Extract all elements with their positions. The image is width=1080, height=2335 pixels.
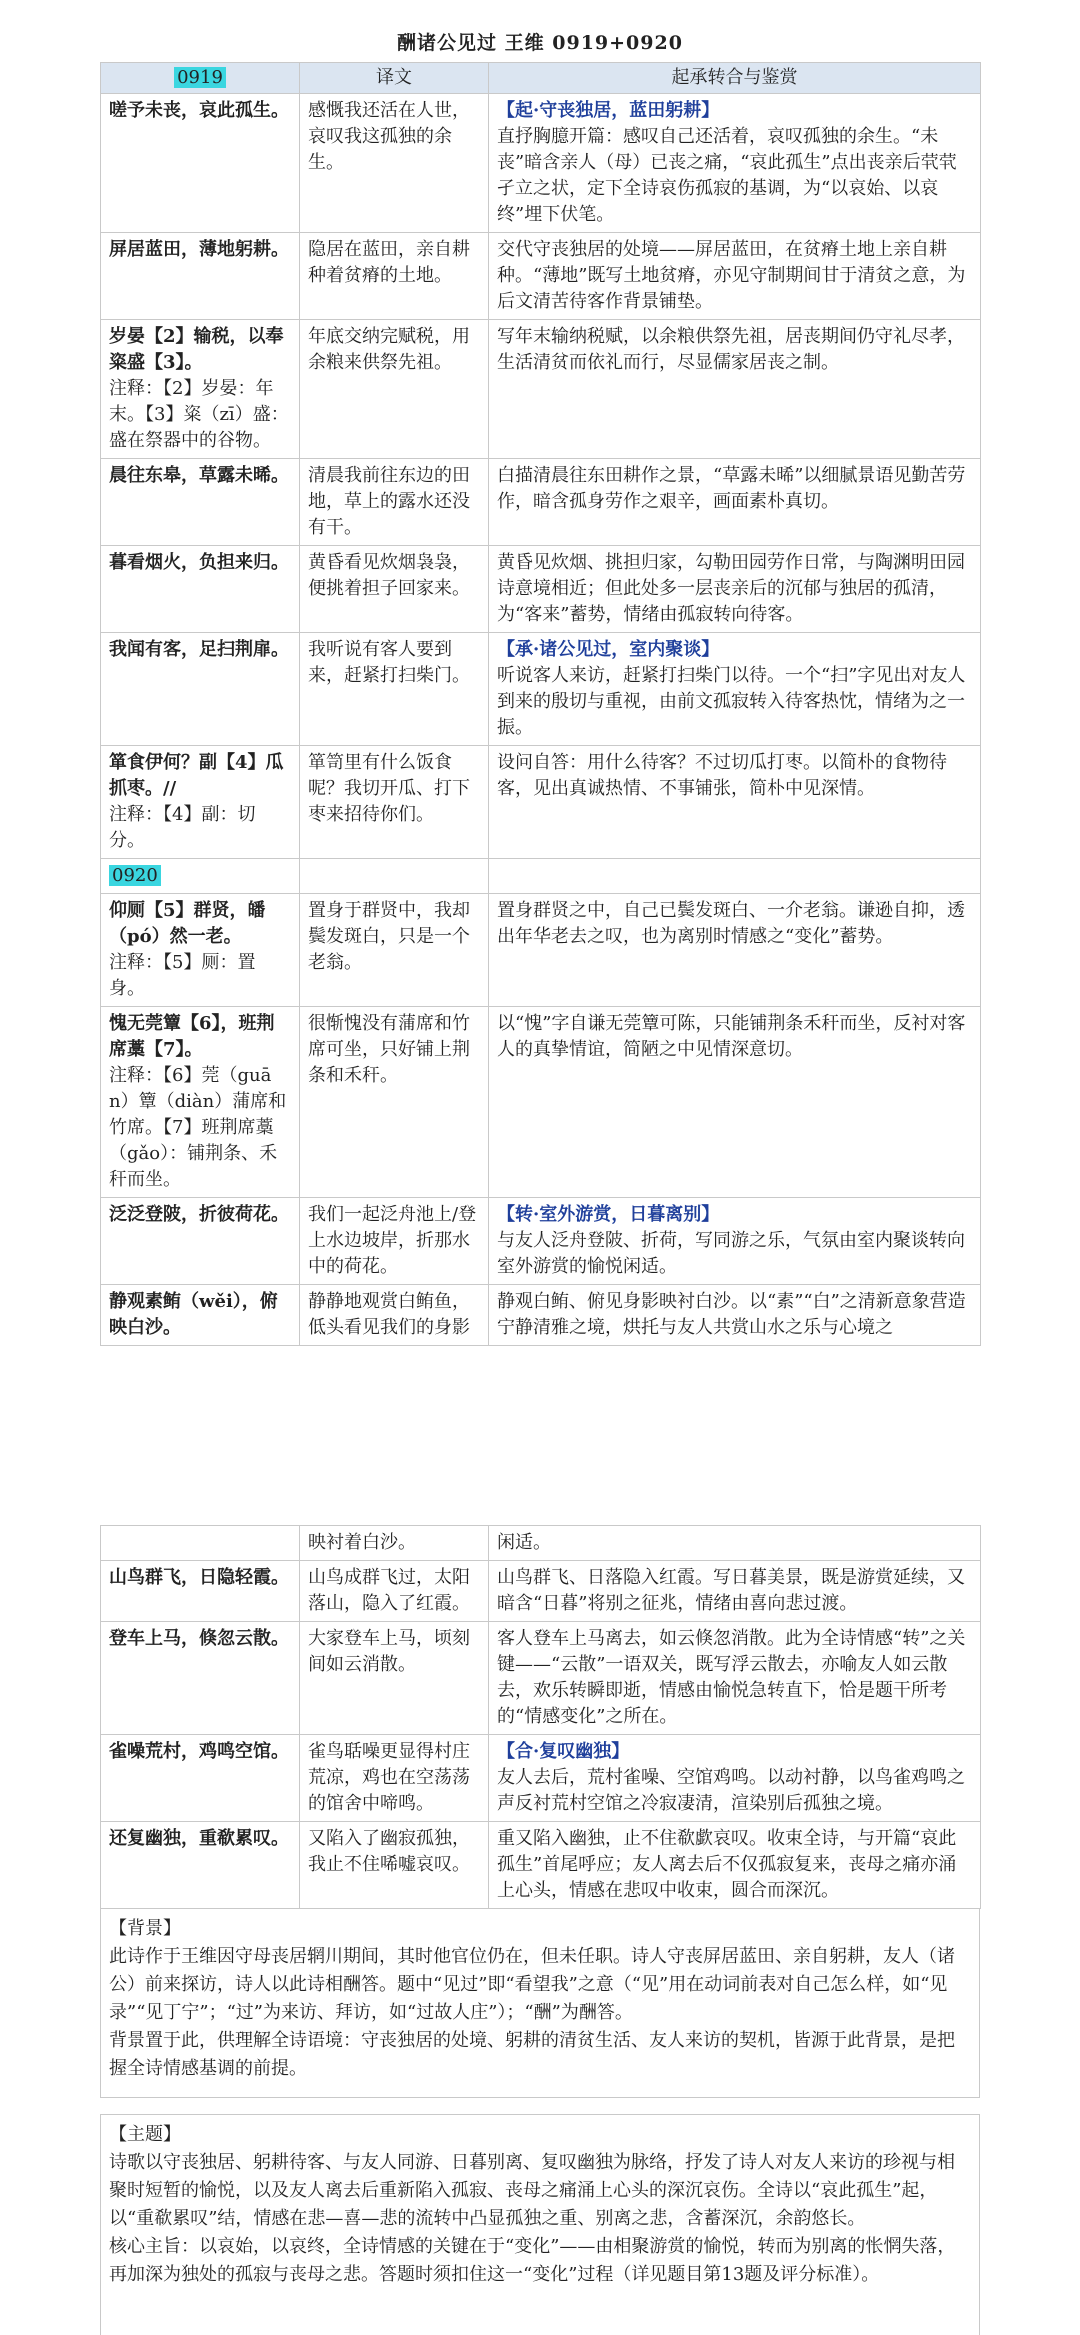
table-row [101, 233, 981, 320]
table-row [101, 1285, 981, 1346]
original-text-cell [101, 546, 300, 633]
divider-cell [300, 859, 489, 894]
table-row [101, 546, 981, 633]
analysis-text: 静观白鲔、俯见身影映衬白沙。以“素”“白”之清新意象营造宁静清雅之境，烘托与友人共赏山水之乐与心境之 [497, 1291, 966, 1338]
analysis-text: 山鸟群飞、日落隐入红霞。写日暮美景，既是游赏延续，又暗含“日暮”将别之征兆，情绪由喜向悲过渡。 [497, 1567, 965, 1614]
analysis-text: 置身群贤之中，自己已鬓发斑白、一介老翁。谦逊自抑，透出年华老去之叹，也为离别时情感之“变化”蓄势。 [497, 900, 965, 947]
translation-cell: 我们一起泛舟池上/登上水边坡岸，折那水中的荷花。 [300, 1198, 489, 1285]
translation-cell: 我听说有客人要到来，赶紧打扫柴门。 [300, 633, 489, 746]
translation-cell: 映衬着白沙。 [300, 1526, 489, 1561]
background-section [100, 1908, 980, 2098]
table-row [101, 746, 981, 859]
table-row [101, 459, 981, 546]
translation-cell: 隐居在蓝田，亲自耕种着贫瘠的土地。 [300, 233, 489, 320]
original-text-cell [101, 1561, 300, 1622]
original-line: 登车上马，倏忽云散。 [109, 1628, 289, 1649]
section-heading: 【合·复叹幽独】 [497, 1741, 630, 1762]
header-translation: 译文 [300, 63, 489, 94]
original-text-cell [101, 459, 300, 546]
translation-cell: 感慨我还活在人世，哀叹我这孤独的余生。 [300, 94, 489, 233]
analysis-cell [489, 459, 981, 546]
translation-cell: 置身于群贤中，我却鬓发斑白，只是一个老翁。 [300, 894, 489, 1007]
original-text-cell [101, 894, 300, 1007]
background-paragraph-2: 背景置于此，供理解全诗语境：守丧独居的处境、躬耕的清贫生活、友人来访的契机，皆源于此背景，是把握全诗情感基调的前提。 [109, 2030, 955, 2079]
table-row [101, 1735, 981, 1822]
original-text-cell [101, 1526, 300, 1561]
table-row [101, 633, 981, 746]
analysis-text: 与友人泛舟登陂、折荷，写同游之乐，气氛由室内聚谈转向室外游赏的愉悦闲适。 [497, 1230, 965, 1277]
marker-0920: 0920 [109, 865, 161, 886]
analysis-cell [489, 746, 981, 859]
original-text-cell [101, 1285, 300, 1346]
table-row [101, 1822, 981, 1909]
original-line: 泛泛登陂，折彼荷花。 [109, 1204, 289, 1225]
theme-heading: 【主题】 [109, 2124, 181, 2145]
original-text-cell [101, 1198, 300, 1285]
section-heading: 【转·室外游赏，日暮离别】 [497, 1204, 720, 1225]
translation-cell: 又陷入了幽寂孤独，我止不住唏嘘哀叹。 [300, 1822, 489, 1909]
translation-cell: 清晨我前往东边的田地，草上的露水还没有干。 [300, 459, 489, 546]
table-row [101, 1198, 981, 1285]
original-text-cell [101, 1622, 300, 1735]
theme-paragraph-2: 核心主旨：以哀始，以哀终，全诗情感的关键在于“变化”——由相聚游赏的愉悦，转而为别离的怅惘失落，再加深为独处的孤寂与丧母之悲。答题时须扣住这一“变化”过程（详见题目第13题及评分标准）。 [109, 2236, 956, 2285]
analysis-text: 写年末输纳税赋，以余粮供祭先祖，居丧期间仍守礼尽孝，生活清贫而依礼而行，尽显儒家居丧之制。 [497, 326, 965, 373]
marker-0919: 0919 [174, 67, 226, 88]
table-row [101, 894, 981, 1007]
annotation-note: 注释：【5】厕：置身。 [109, 952, 256, 999]
translation-cell: 很惭愧没有蒲席和竹席可坐，只好铺上荆条和禾秆。 [300, 1007, 489, 1198]
poem-table-part2 [100, 1525, 981, 1909]
analysis-cell [489, 1735, 981, 1822]
annotation-note: 注释：【4】副：切分。 [109, 804, 256, 851]
divider-cell [101, 859, 300, 894]
analysis-cell [489, 1007, 981, 1198]
table-header-row [101, 63, 981, 94]
table-row [101, 320, 981, 459]
analysis-cell [489, 1526, 981, 1561]
annotation-note: 注释：【2】岁晏：年末。【3】粢（zī）盛：盛在祭器中的谷物。 [109, 378, 289, 451]
table-row [101, 1526, 981, 1561]
analysis-cell [489, 1561, 981, 1622]
analysis-cell [489, 1622, 981, 1735]
table-row [101, 94, 981, 233]
original-line: 嗟予未丧，哀此孤生。 [109, 100, 289, 121]
translation-cell: 年底交纳完赋税，用余粮来供祭先祖。 [300, 320, 489, 459]
analysis-cell [489, 1198, 981, 1285]
original-line: 愧无莞簟【6】，班荆席藁【7】。 [109, 1013, 275, 1060]
analysis-text: 客人登车上马离去，如云倏忽消散。此为全诗情感“转”之关键——“云散”一语双关，既写浮云散去，亦喻友人如云散去，欢乐转瞬即逝，情感由愉悦急转直下，恰是题干所考的“情感变化”之所在。 [497, 1628, 966, 1727]
analysis-text: 直抒胸臆开篇：感叹自己还活着，哀叹孤独的余生。“未丧”暗含亲人（母）已丧之痛，“哀此孤生”点出丧亲后茕茕孑立之状，定下全诗哀伤孤寂的基调，为“以哀始、以哀终”埋下伏笔。 [497, 126, 957, 225]
section-heading: 【起·守丧独居，蓝田躬耕】 [497, 100, 720, 121]
theme-section [100, 2114, 980, 2335]
annotation-note: 注释：【6】莞（guān）簟（diàn）蒲席和竹席。【7】班荆席藁（gǎo）：铺荆条、禾秆而坐。 [109, 1065, 287, 1190]
original-line: 静观素鲔（wěi），俯映白沙。 [109, 1291, 278, 1338]
document-title: 酬诸公见过 王维 0919+0920 [397, 32, 683, 54]
analysis-cell [489, 94, 981, 233]
original-line: 雀噪荒村，鸡鸣空馆。 [109, 1741, 289, 1762]
analysis-cell [489, 320, 981, 459]
table-row [101, 1007, 981, 1198]
analysis-cell [489, 1822, 981, 1909]
original-text-cell [101, 94, 300, 233]
analysis-text: 听说客人来访，赶紧打扫柴门以待。一个“扫”字见出对友人到来的殷切与重视，由前文孤寂转入待客热忱，情绪为之一振。 [497, 665, 966, 738]
original-line: 我闻有客，足扫荆扉。 [109, 639, 289, 660]
original-line: 屏居蓝田，薄地躬耕。 [109, 239, 289, 260]
translation-cell: 黄昏看见炊烟袅袅，便挑着担子回家来。 [300, 546, 489, 633]
original-text-cell [101, 633, 300, 746]
original-line: 暮看烟火，负担来归。 [109, 552, 289, 573]
original-line: 箪食伊何？副【4】瓜抓枣。// [109, 752, 284, 799]
divider-cell [489, 859, 981, 894]
header-analysis: 起承转合与鉴赏 [489, 63, 981, 94]
analysis-cell [489, 894, 981, 1007]
original-line: 岁晏【2】输税，以奉粢盛【3】。 [109, 326, 284, 373]
table-row [101, 1622, 981, 1735]
original-text-cell [101, 1007, 300, 1198]
section-heading: 【承·诸公见过，室内聚谈】 [497, 639, 720, 660]
table-row [101, 1561, 981, 1622]
header-original [101, 63, 300, 94]
analysis-cell [489, 1285, 981, 1346]
analysis-text: 重又陷入幽独，止不住欷歔哀叹。收束全诗，与开篇“哀此孤生”首尾呼应；友人离去后不仅孤寂复来，丧母之痛亦涌上心头，情感在悲叹中收束，圆合而深沉。 [497, 1828, 957, 1901]
poem-table-part1 [100, 62, 981, 1346]
translation-cell: 静静地观赏白鲔鱼，低头看见我们的身影 [300, 1285, 489, 1346]
analysis-text: 友人去后，荒村雀噪、空馆鸡鸣。以动衬静，以鸟雀鸡鸣之声反衬荒村空馆之冷寂凄清，渲染别后孤独之境。 [497, 1767, 965, 1814]
divider-row-0920 [101, 859, 981, 894]
analysis-text: 闲适。 [497, 1532, 551, 1553]
analysis-cell [489, 546, 981, 633]
theme-paragraph-1: 诗歌以守丧独居、躬耕待客、与友人同游、日暮别离、复叹幽独为脉络，抒发了诗人对友人来访的珍视与相聚时短暂的愉悦，以及友人离去后重新陷入孤寂、丧母之痛涌上心头的深沉哀伤。全诗以“哀此孤生”起，以“重欷累叹”结，情感在悲—喜—悲的流转中凸显孤独之重、别离之悲，含蓄深沉，余韵悠长。 [109, 2152, 955, 2229]
original-line: 还复幽独，重欷累叹。 [109, 1828, 289, 1849]
analysis-cell [489, 633, 981, 746]
background-heading: 【背景】 [109, 1918, 181, 1939]
table-body-part1 [101, 94, 981, 1346]
original-line: 山鸟群飞，日隐轻霞。 [109, 1567, 289, 1588]
analysis-text: 设问自答：用什么待客？不过切瓜打枣。以简朴的食物待客，见出真诚热情、不事铺张，简朴中见深情。 [497, 752, 947, 799]
analysis-text: 白描清晨往东田耕作之景，“草露未晞”以细腻景语见勤苦劳作，暗含孤身劳作之艰辛，画面素朴真切。 [497, 465, 966, 512]
original-text-cell [101, 746, 300, 859]
translation-cell: 山鸟成群飞过，太阳落山，隐入了红霞。 [300, 1561, 489, 1622]
original-line: 仰厕【5】群贤，皤（pó）然一老。 [109, 900, 266, 947]
original-line: 晨往东皋，草露未晞。 [109, 465, 289, 486]
original-text-cell [101, 1822, 300, 1909]
translation-cell: 雀鸟聒噪更显得村庄荒凉，鸡也在空荡荡的馆舍中啼鸣。 [300, 1735, 489, 1822]
translation-cell: 大家登车上马，顷刻间如云消散。 [300, 1622, 489, 1735]
table-body-part2 [101, 1526, 981, 1909]
original-text-cell [101, 233, 300, 320]
analysis-cell [489, 233, 981, 320]
analysis-text: 交代守丧独居的处境——屏居蓝田，在贫瘠土地上亲自耕种。“薄地”既写土地贫瘠，亦见守制期间甘于清贫之意，为后文清苦待客作背景铺垫。 [497, 239, 966, 312]
original-text-cell [101, 320, 300, 459]
background-paragraph-1: 此诗作于王维因守母丧居辋川期间，其时他官位仍在，但未任职。诗人守丧屏居蓝田、亲自躬耕，友人（诸公）前来探访，诗人以此诗相酬答。题中“见过”即“看望我”之意（“见”用在动词前表对自己怎么样，如“见录”“见丁宁”；“过”为来访、拜访，如“过故人庄”）；“酬”为酬答。 [109, 1946, 955, 2023]
analysis-text: 黄昏见炊烟、挑担归家，勾勒田园劳作日常，与陶渊明田园诗意境相近；但此处多一层丧亲后的沉郁与独居的孤清，为“客来”蓄势，情绪由孤寂转向待客。 [497, 552, 965, 625]
translation-cell: 箪笥里有什么饭食呢？我切开瓜、打下枣来招待你们。 [300, 746, 489, 859]
analysis-text: 以“愧”字自谦无莞簟可陈，只能铺荆条禾秆而坐，反衬对客人的真挚情谊，简陋之中见情深意切。 [497, 1013, 966, 1060]
original-text-cell [101, 1735, 300, 1822]
